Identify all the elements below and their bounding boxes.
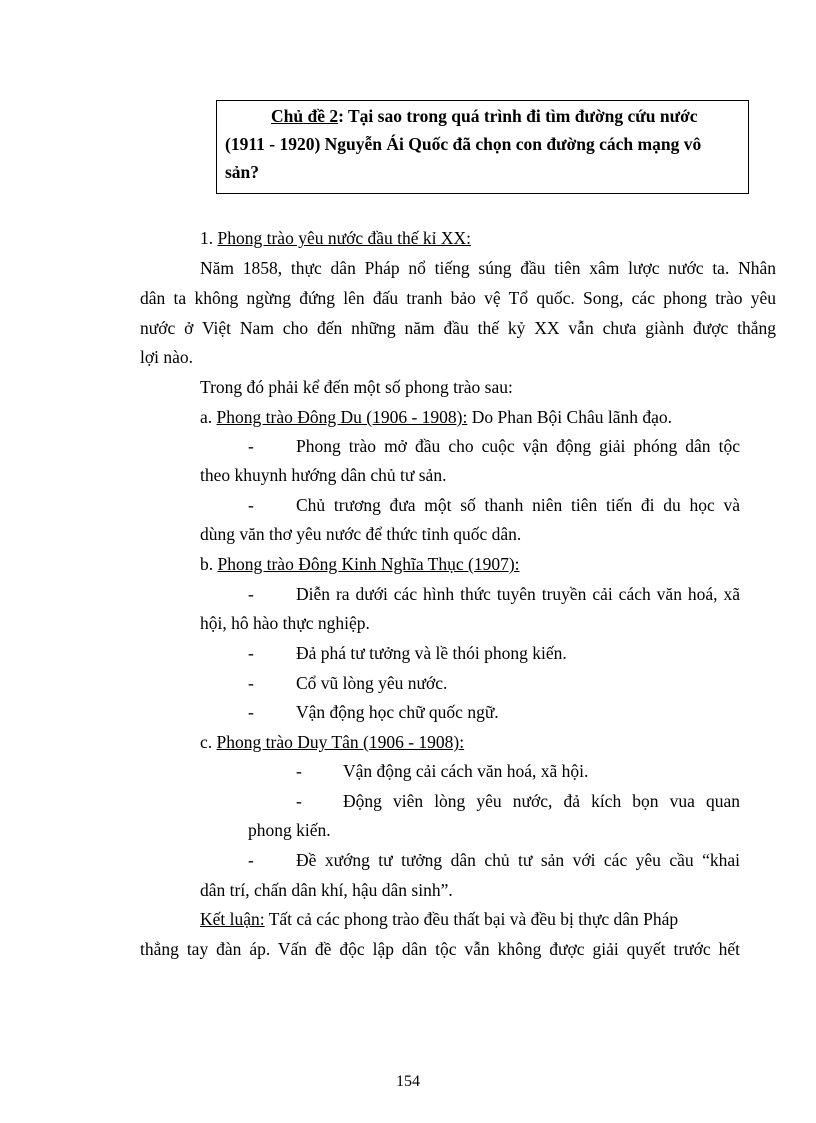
bullet-dash: - [248,436,254,456]
section-heading-text: Phong trào yêu nước đầu thế kỉ XX: [217,228,471,248]
movement-a-leader: Do Phan Bội Châu lãnh đạo. [467,407,672,427]
movement-a-title: Phong trào Đông Du (1906 - 1908): [216,407,468,427]
page-number: 154 [396,1073,420,1090]
section-number: 1. [200,228,218,248]
bullet-text: Đả phá tư tưởng và lề thói phong kiến. [296,643,567,663]
para-line: nước ở Việt Nam cho đến những năm đầu thế kỷ XX vẫn chưa giành được thắng [140,318,776,338]
bullet-text: Diễn ra dưới các hình thức tuyên truyền cải cách văn hoá, xã [296,584,740,604]
conclusion-label: Kết luận: [200,909,265,929]
intro-line: Trong đó phải kể đến một số phong trào sau: [200,377,513,397]
bullet-dash: - [248,643,254,663]
bullet-text: Vận động học chữ quốc ngữ. [296,702,499,722]
movement-c-heading [200,732,464,752]
title-line-1 [271,106,698,127]
bullet-text: theo khuynh hướng dân chủ tư sản. [200,465,447,485]
title-line-2: (1911 - 1920) Nguyễn Ái Quốc đã chọn con đường cách mạng vô [225,134,702,154]
bullet-text: Cổ vũ lòng yêu nước. [296,673,448,693]
bullet-dash: - [296,761,302,781]
bullet-text: phong kiến. [248,820,331,840]
bullet-text: Chủ trương đưa một số thanh niên tiên tiến đi du học và [296,495,740,515]
bullet-text: dùng văn thơ yêu nước để thức tỉnh quốc dân. [200,524,522,544]
section-1-heading [200,228,471,248]
para-line: Năm 1858, thực dân Pháp nổ tiếng súng đầu tiên xâm lược nước ta. Nhân [200,258,776,278]
bullet-text: Vận động cải cách văn hoá, xã hội. [343,761,589,781]
movement-c-title: Phong trào Duy Tân (1906 - 1908): [216,732,465,752]
conclusion-line-1 [200,909,740,929]
movement-c-prefix: c. [200,732,217,752]
topic-title-box [216,100,749,194]
bullet-dash: - [248,673,254,693]
bullet-dash: - [296,791,302,811]
title-line-3: sản? [225,162,260,182]
bullet-dash: - [248,702,254,722]
movement-a-prefix: a. [200,407,217,427]
bullet-dash: - [248,584,254,604]
bullet-text: Động viên lòng yêu nước, đả kích bọn vua quan [343,791,740,811]
para-line: lợi nào. [140,347,193,367]
conclusion-text: Tất cả các phong trào đều thất bại và đều bị thực dân Pháp [264,909,679,929]
topic-label: Chủ đề 2 [271,106,339,126]
bullet-text: Phong trào mở đầu cho cuộc vận động giải phóng dân tộc [296,436,740,456]
movement-b-prefix: b. [200,554,218,574]
movement-b-title: Phong trào Đông Kinh Nghĩa Thục (1907): [217,554,520,574]
bullet-dash: - [248,495,254,515]
bullet-text: hội, hô hào thực nghiệp. [200,613,370,633]
title-line-1-text: : Tại sao trong quá trình đi tìm đường cứu nước [338,106,698,126]
bullet-text: Đề xướng tư tưởng dân chủ tư sản với các yêu cầu “khai [296,850,740,870]
movement-a-heading [200,407,672,427]
movement-b-heading [200,554,520,574]
para-line: dân ta không ngừng đứng lên đấu tranh bảo vệ Tổ quốc. Song, các phong trào yêu [140,288,776,308]
bullet-dash: - [248,850,254,870]
bullet-text: dân trí, chấn dân khí, hậu dân sinh”. [200,880,453,900]
conclusion-line-2: thẳng tay đàn áp. Vấn đề độc lập dân tộc vẫn không được giải quyết trước hết [140,939,740,959]
